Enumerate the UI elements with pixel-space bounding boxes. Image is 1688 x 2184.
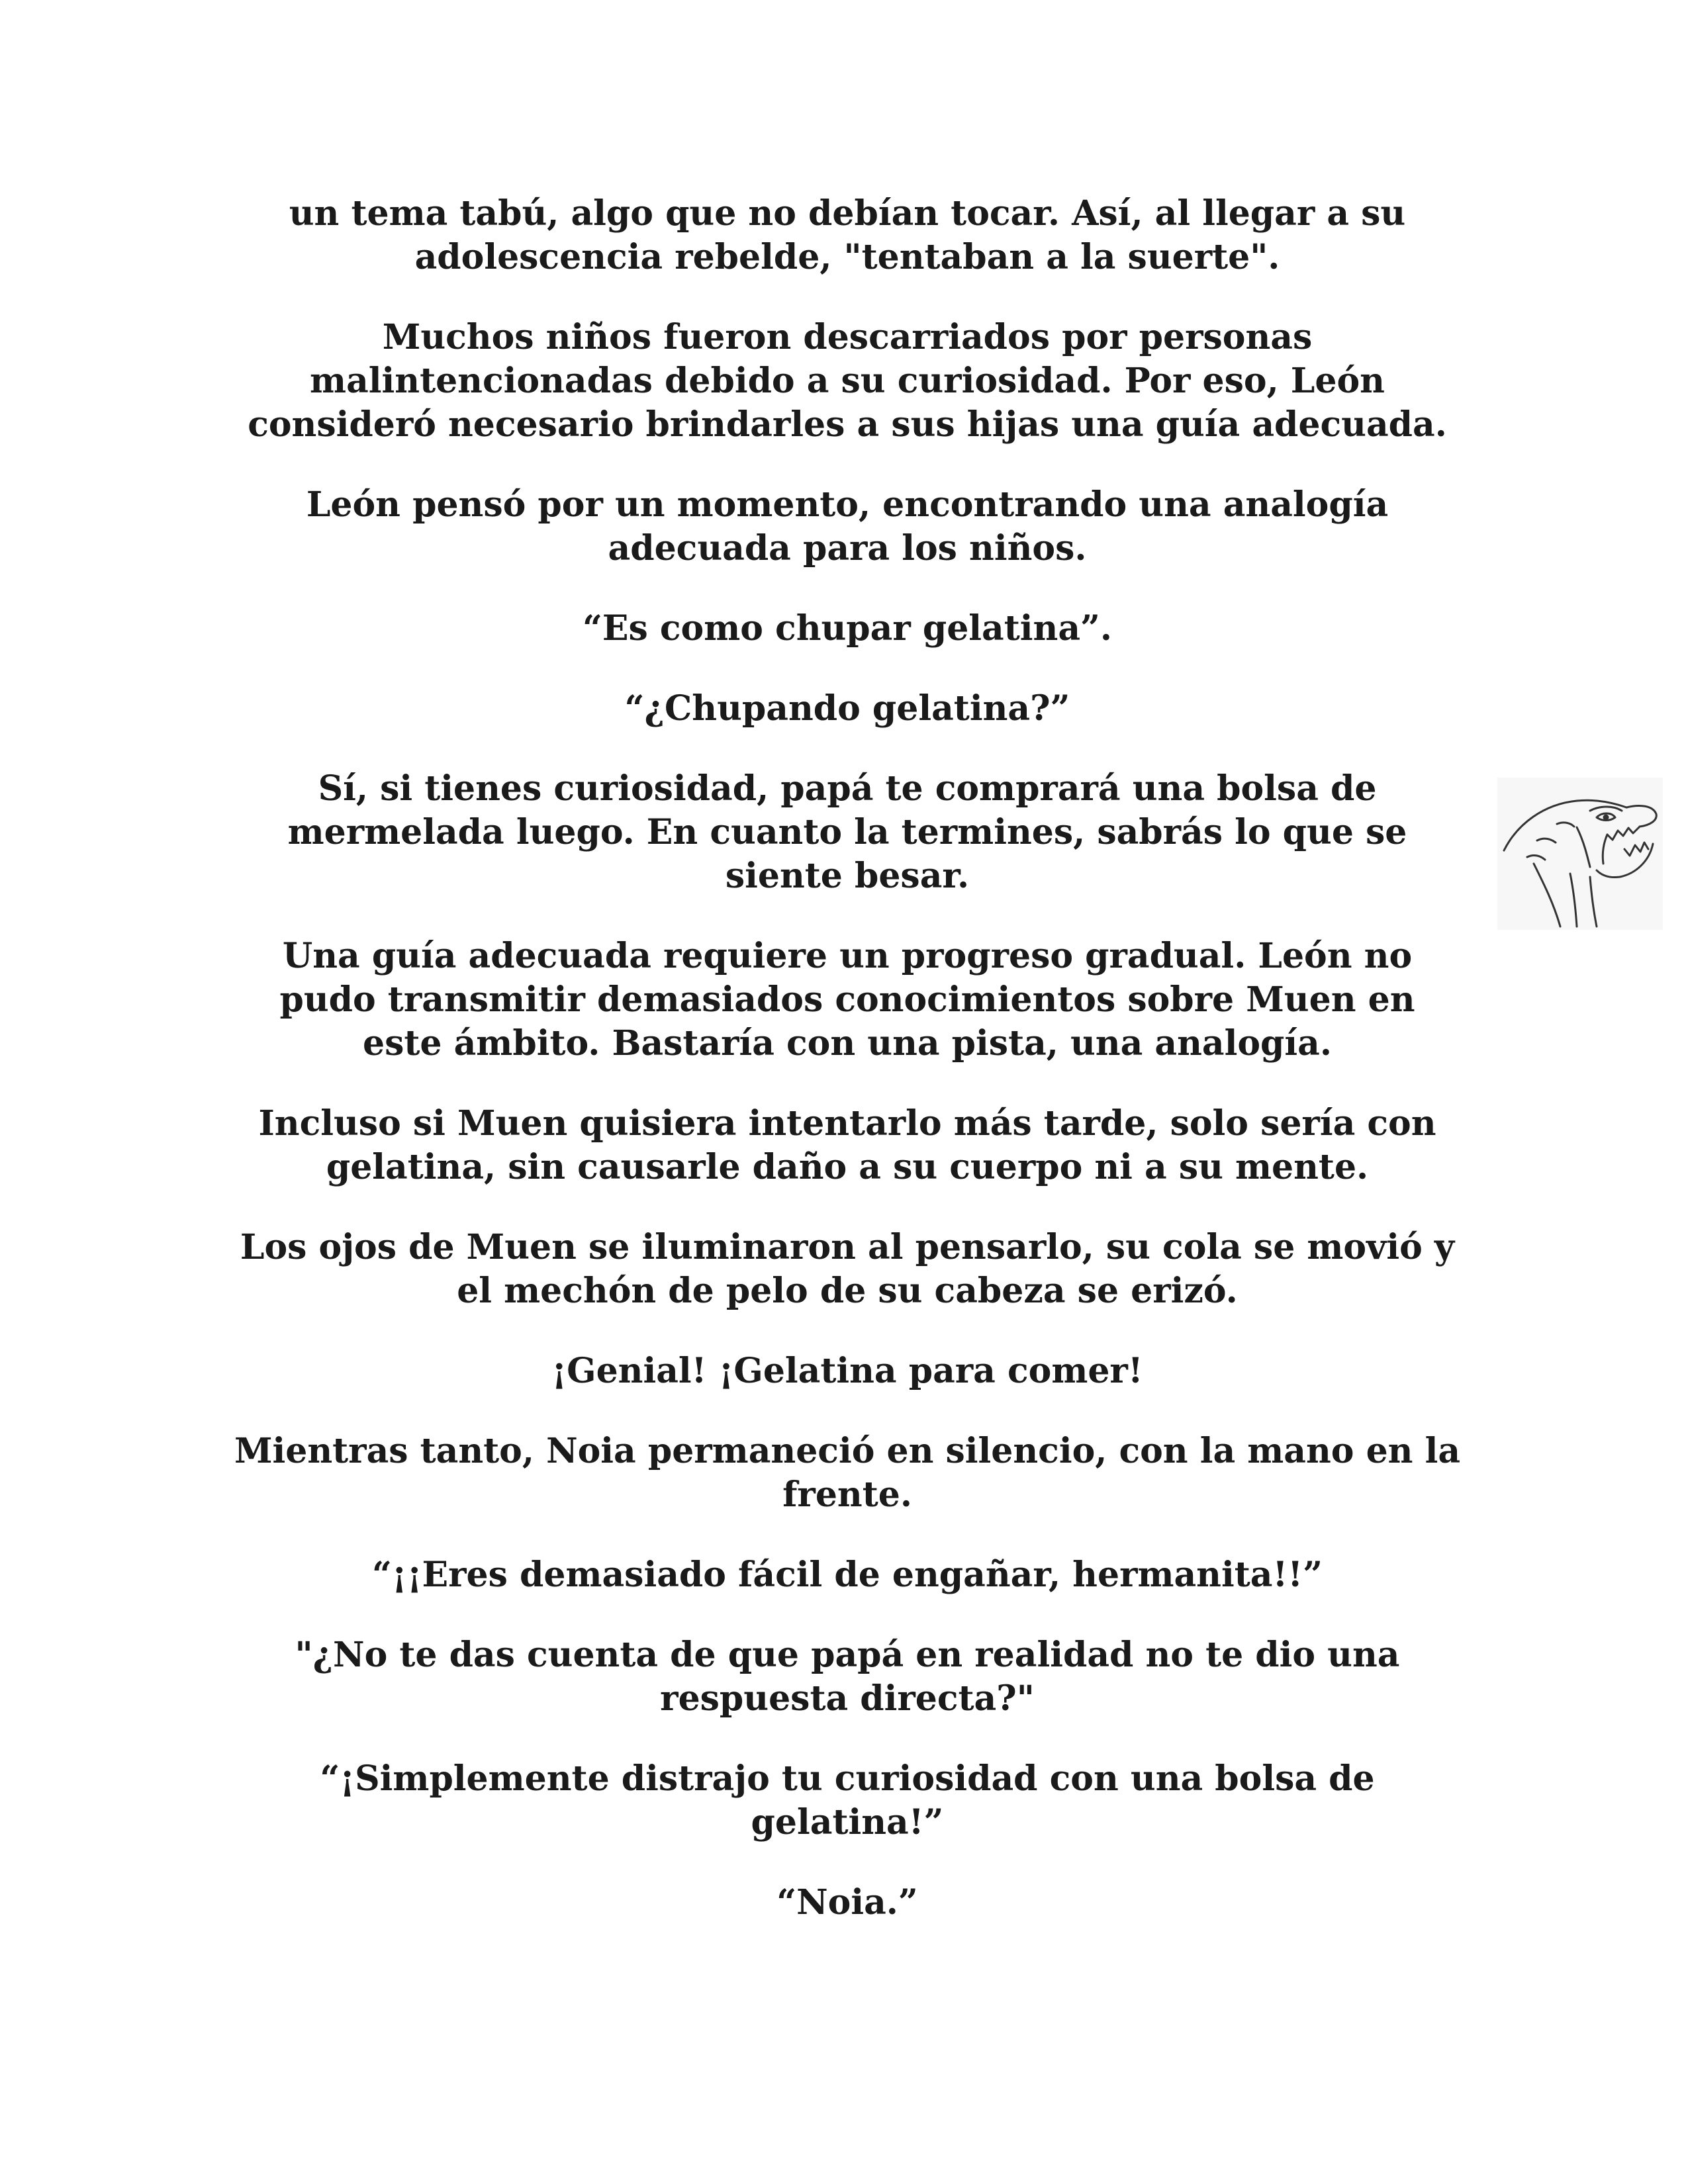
paragraph [218,316,1476,447]
text-line: gelatina, sin causarle daño a su cuerpo ni a su mente. [326,1147,1369,1187]
text-line: consideró necesario brindarles a sus hijas una guía adecuada. [248,404,1447,445]
paragraph [218,1553,1476,1597]
text-line: siente besar. [725,856,970,896]
text-line: Muchos niños fueron descarriados por personas [382,317,1313,357]
text-line: “¡¡Eres demasiado fácil de engañar, hermanita!!” [371,1555,1323,1595]
text-line: este ámbito. Bastaría con una pista, una analogía. [363,1023,1332,1064]
text-line: Los ojos de Muen se iluminaron al pensarlo, su cola se movió y [240,1227,1455,1267]
paragraph [218,192,1476,279]
paragraph [218,607,1476,651]
paragraph [218,1633,1476,1721]
text-line: el mechón de pelo de su cabeza se erizó. [457,1271,1238,1311]
text-line: “Es como chupar gelatina”. [582,608,1113,649]
text-line: un tema tabú, algo que no debían tocar. Así, al llegar a su [289,193,1406,234]
text-line: “Noia.” [776,1882,918,1923]
paragraph [218,483,1476,570]
text-line: frente. [782,1475,912,1515]
text-line: Mientras tanto, Noia permaneció en silencio, con la mano en la [234,1431,1461,1471]
paragraph [218,934,1476,1066]
paragraph [218,1881,1476,1925]
text-line: Una guía adecuada requiere un progreso gradual. León no [282,936,1413,976]
paragraph [218,1349,1476,1393]
text-line: León pensó por un momento, encontrando una analogía [306,484,1389,525]
dinosaur-head-icon [1497,778,1663,930]
paragraph [218,687,1476,731]
text-line: Incluso si Muen quisiera intentarlo más tarde, solo sería con [258,1103,1436,1144]
paragraph [218,1757,1476,1844]
text-line: "¿No te das cuenta de que papá en realidad no te dio una [295,1635,1400,1675]
text-line: pudo transmitir demasiados conocimientos sobre Muen en [279,979,1415,1020]
text-line: ¡Genial! ¡Gelatina para comer! [551,1351,1143,1391]
text-line: Sí, si tienes curiosidad, papá te comprará una bolsa de [318,768,1377,809]
text-line: adolescencia rebelde, "tentaban a la suerte". [414,237,1280,277]
paragraph [218,1102,1476,1189]
text-line: malintencionadas debido a su curiosidad. Por eso, León [310,361,1385,401]
text-line: “¿Chupando gelatina?” [624,688,1070,729]
paragraph [218,1226,1476,1313]
text-line: respuesta directa?" [660,1678,1035,1719]
text-line: gelatina!” [751,1802,944,1843]
text-line: adecuada para los niños. [608,528,1087,569]
paragraph [218,1430,1476,1517]
paragraph [218,767,1476,898]
text-line: “¡Simplemente distrajo tu curiosidad con una bolsa de [320,1758,1375,1799]
text-line: mermelada luego. En cuanto la termines, sabrás lo que se [287,812,1407,852]
document-body [218,192,1476,1961]
